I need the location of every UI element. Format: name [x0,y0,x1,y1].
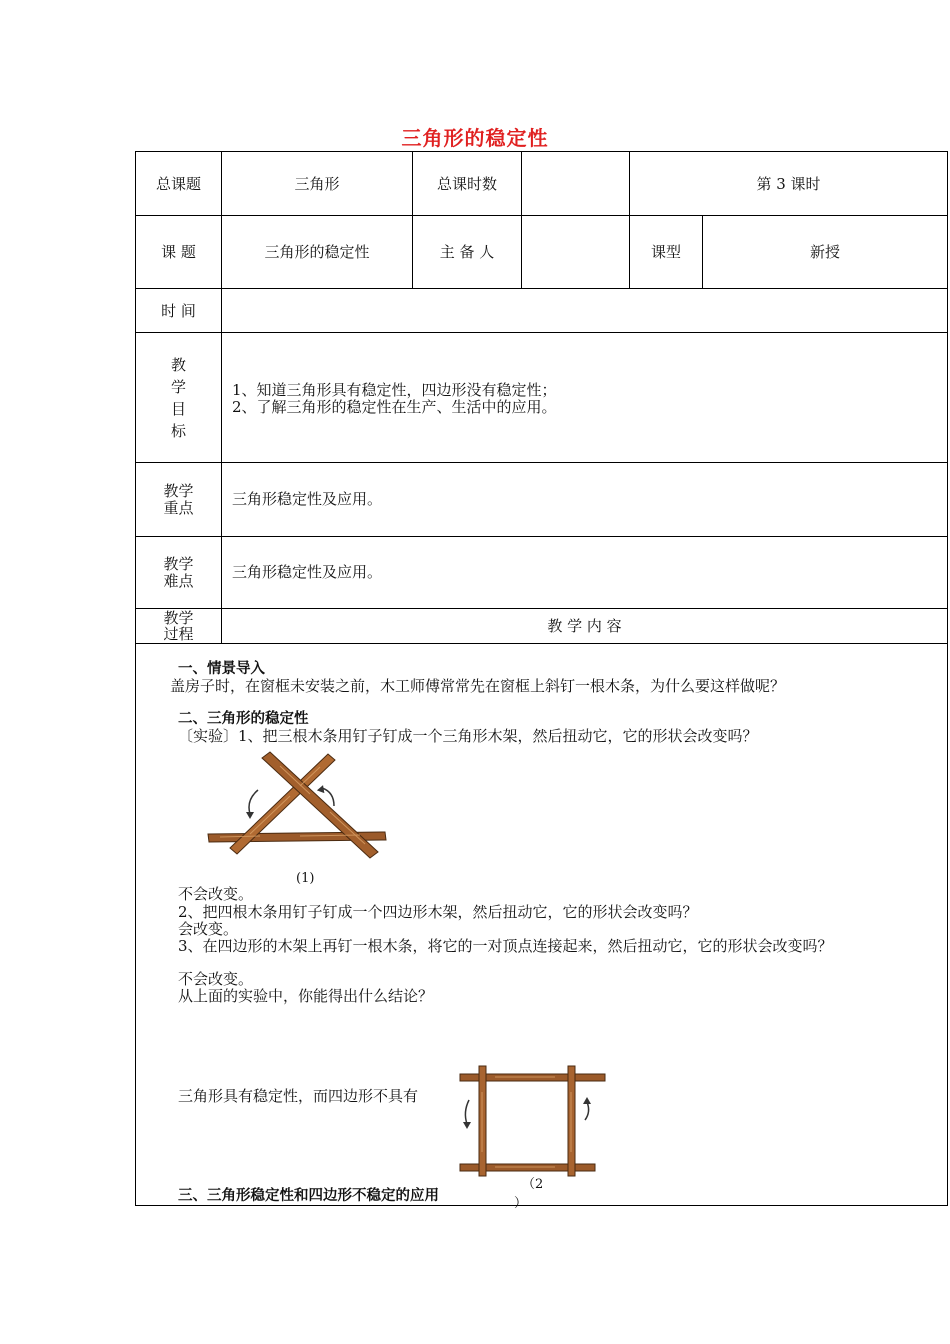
objectives-label-char: 标 [170,421,186,440]
table-rule [135,643,948,644]
key-points-label-line: 重点 [163,498,194,517]
process-label-line: 教学 [163,609,194,627]
triangle-frame-figure [200,748,395,888]
difficulties-label [136,537,221,608]
course-topic-label: 总课题 [155,174,201,193]
arrow-head-icon [317,784,327,793]
objectives-label [136,333,221,462]
process-label-line: 过程 [163,625,194,643]
key-points-label [136,463,221,536]
time-label: 时 间 [161,301,196,320]
document-title: 三角形的稳定性 [401,126,549,150]
section-heading: 一、情景导入 [178,661,265,677]
process-label [136,609,221,643]
rotate-arrow-icon [465,1100,469,1124]
objective-item: 2、了解三角形的稳定性在生产、生活中的应用。 [232,398,557,416]
arrow-head-icon [463,1122,471,1129]
paragraph: 从上面的实验中，你能得出什么结论？ [178,987,434,1005]
rotate-arrow-icon [249,790,258,814]
square-frame-figure [455,1062,610,1180]
key-points-label-line: 教学 [163,481,194,500]
section-heading: 二、三角形的稳定性 [178,711,309,727]
difficulties-value: 三角形稳定性及应用。 [232,563,383,581]
table-rule [135,462,948,463]
objectives-label-char: 学 [170,377,186,396]
paragraph: 3、在四边形的木架上再钉一根木条，将它的一对顶点连接起来，然后扭动它，它的形状会改变吗？ [178,937,833,955]
figure-caption: (1) [296,871,315,886]
difficulties-label-line: 教学 [163,554,194,573]
answer: 不会改变。 [178,885,254,903]
content-header: 教 学 内 容 [547,617,622,635]
paragraph: 盖房子时，在窗框未安装之前，木工师傅常常先在窗框上斜钉一根木条，为什么要这样做呢？ [170,677,786,695]
total-hours-value [522,152,629,215]
rotate-arrow-icon [585,1102,589,1120]
total-hours-label: 总课时数 [436,174,497,193]
difficulties-label-line: 难点 [163,571,194,590]
answer: 不会改变。 [178,970,254,988]
preparer-value [522,216,629,288]
arrow-head-icon [246,812,254,819]
lesson-number: 第 3 课时 [756,174,821,193]
section-heading: 三、三角形稳定性和四边形不稳定的应用 [178,1188,439,1204]
lesson-title-value: 三角形的稳定性 [264,243,370,261]
arrow-head-icon [583,1097,591,1104]
conclusion: 三角形具有稳定性，而四边形不具有 [178,1087,419,1105]
paragraph: 〔实验〕1、把三根木条用钉子钉成一个三角形木架，然后扭动它，它的形状会改变吗？ [178,727,758,745]
figure-caption: ） [514,1196,528,1211]
lesson-type-label: 课型 [650,243,681,261]
objectives-label-char: 教 [170,355,186,374]
objectives-label-char: 目 [170,399,186,418]
preparer-label: 主 备 人 [439,243,495,261]
answer: 会改变。 [178,920,239,938]
lesson-type-value: 新授 [809,243,840,261]
time-value [222,289,947,332]
key-points-value: 三角形稳定性及应用。 [232,490,383,508]
table-rule [135,332,948,333]
objective-item: 1、知道三角形具有稳定性，四边形没有稳定性； [232,381,557,399]
paragraph: 2、把四根木条用钉子钉成一个四边形木架，然后扭动它，它的形状会改变吗？ [178,903,698,921]
table-border-bottom [135,1205,948,1206]
table-rule [135,536,948,537]
figure-caption: （2 [522,1177,544,1192]
table-border-right [947,151,948,1205]
lesson-title-label: 课 题 [161,243,196,261]
course-topic-value: 三角形 [294,174,340,193]
